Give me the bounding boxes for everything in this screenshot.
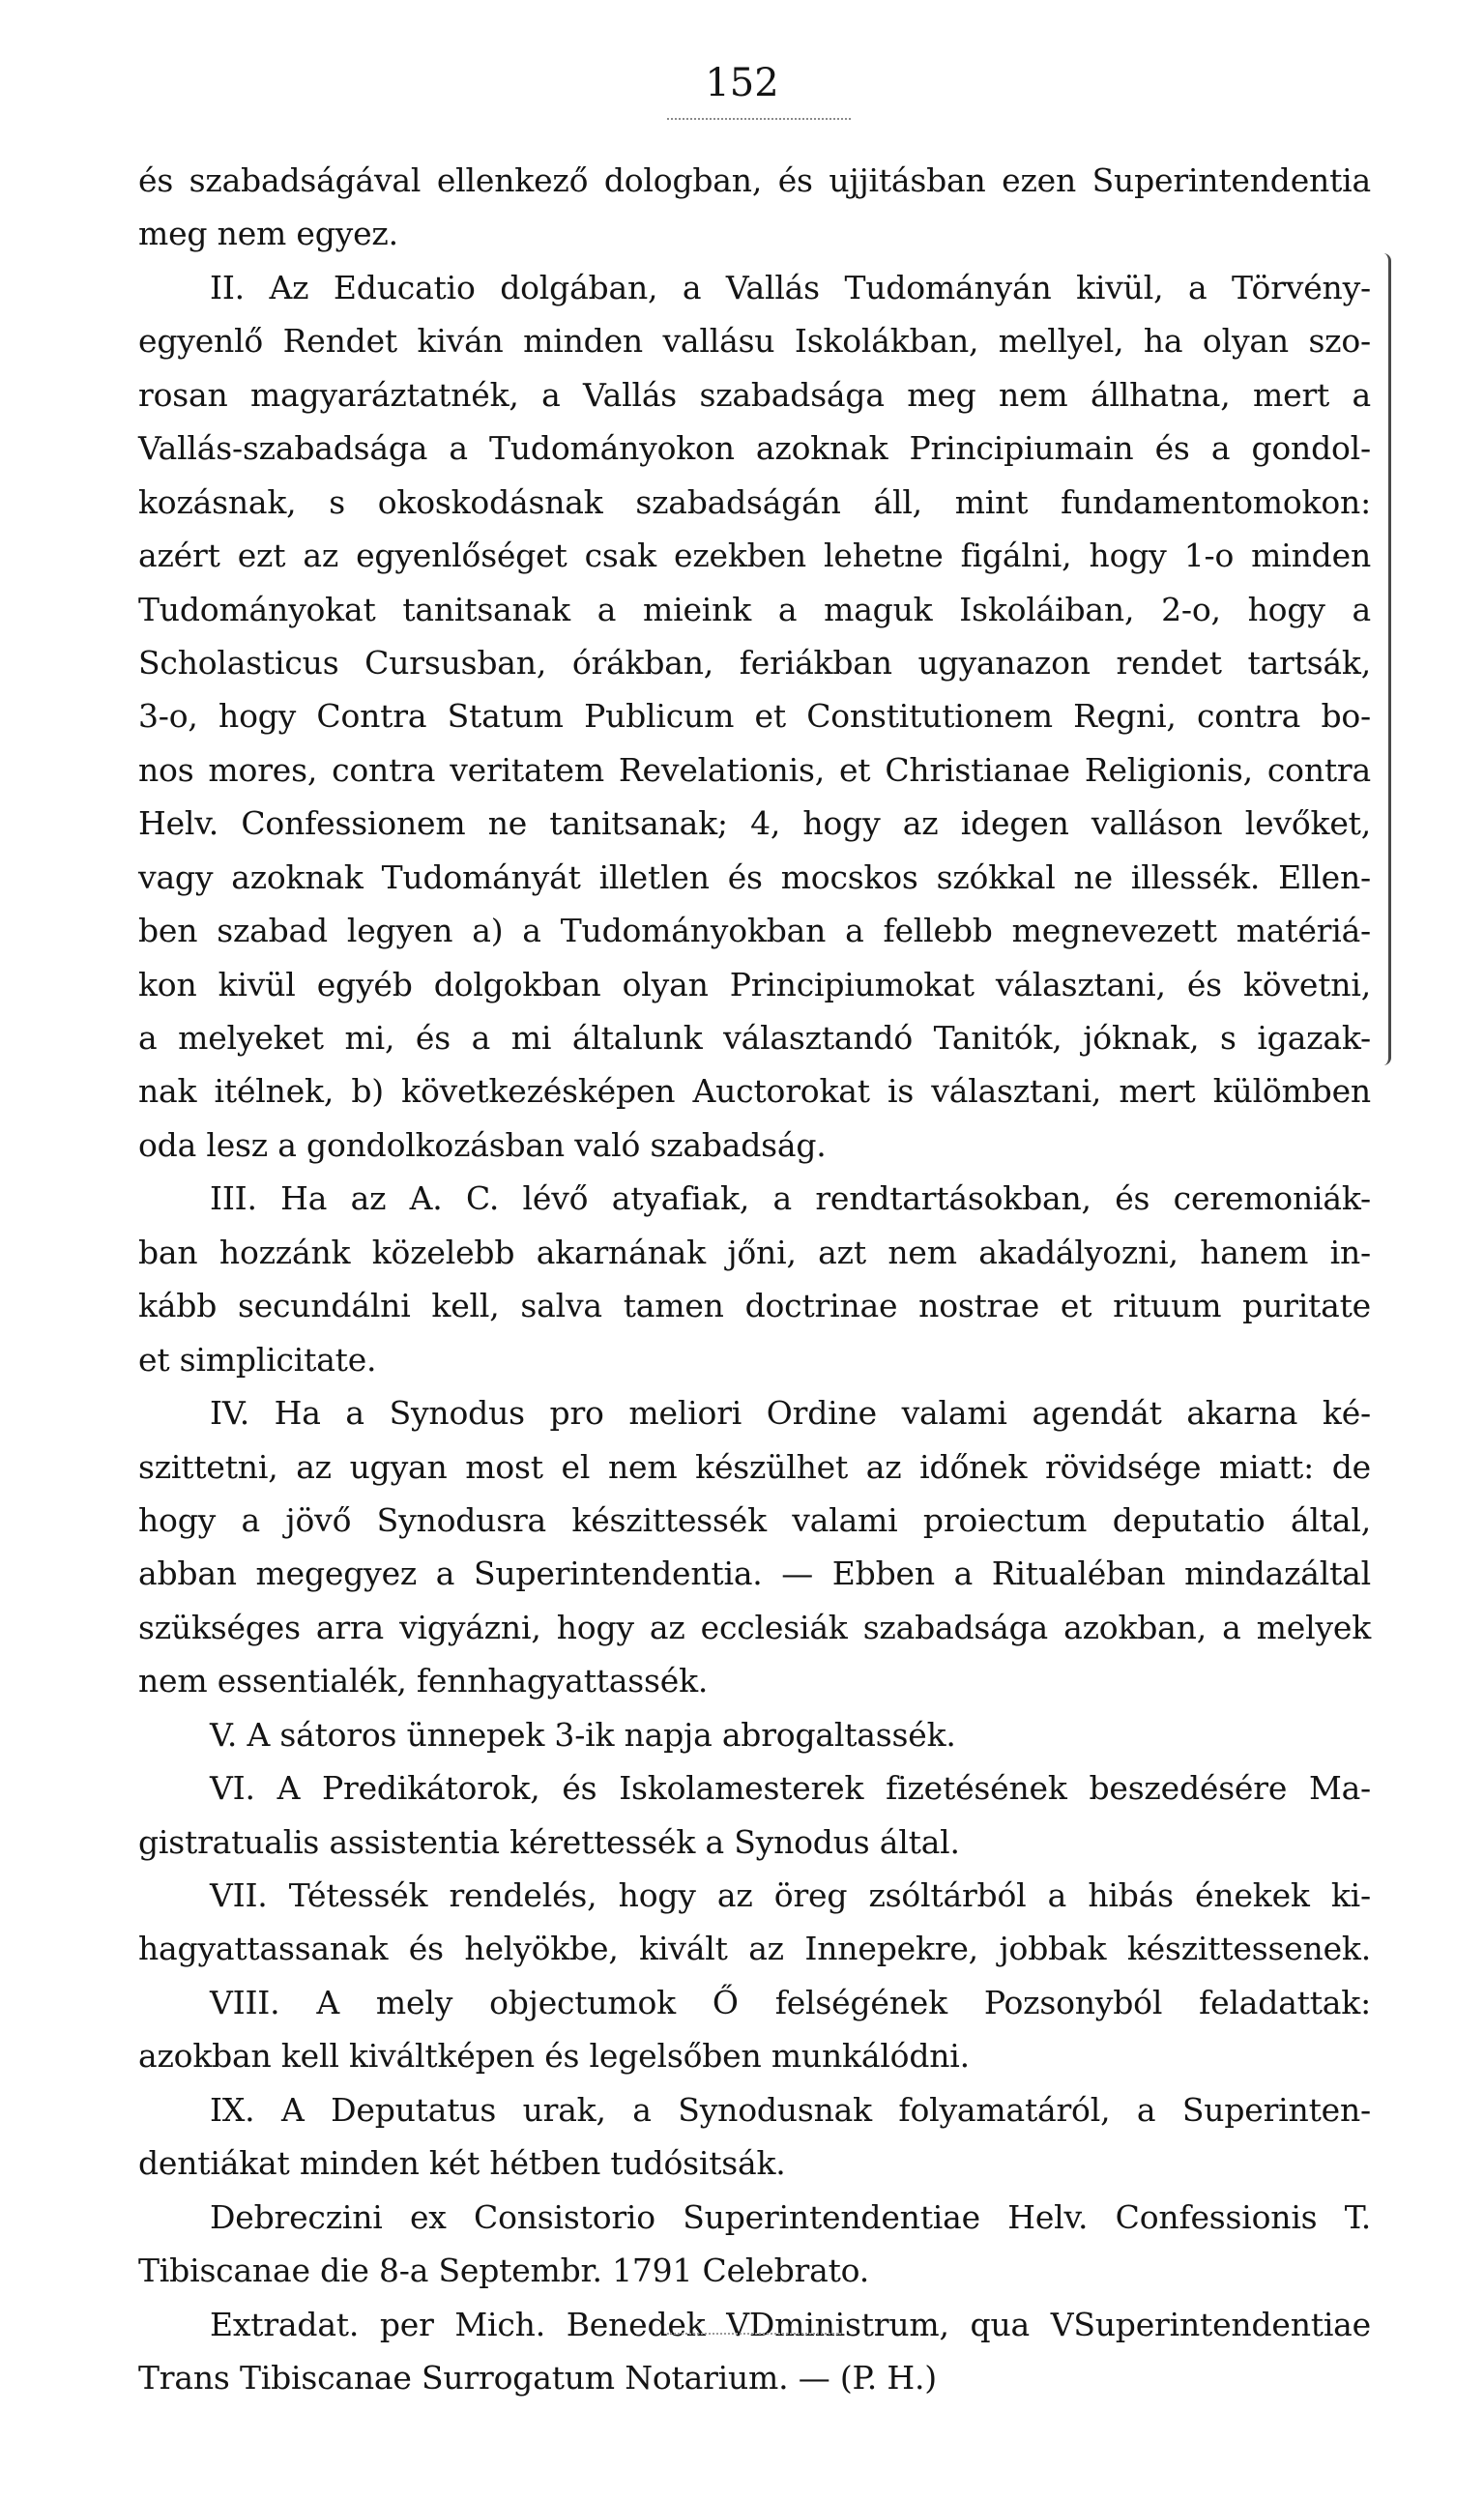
- header-rule: [667, 118, 851, 120]
- text-line: szittetni, az ugyan most el nem készülhet az időnek rövidsége miatt: de: [138, 1447, 1371, 1486]
- text-line: dentiákat minden két hétben tudósitsák.: [138, 2144, 786, 2183]
- text-line: III. Ha az A. C. lévő atyafiak, a rendtartásokban, és ceremoniák-: [210, 1179, 1371, 1218]
- text-line: VII. Tétessék rendelés, hogy az öreg zsóltárból a hibás énekek ki-: [210, 1876, 1371, 1914]
- text-line: kon kivül egyéb dolgokban olyan Principiumokat választani, és követni,: [138, 965, 1371, 1003]
- text-line: Vallás-szabadsága a Tudományokon azoknak Principiumain és a gondol-: [138, 429, 1371, 468]
- text-line: azért ezt az egyenlőséget csak ezekben lehetne figálni, hogy 1-o minden: [138, 537, 1371, 575]
- text-line: oda lesz a gondolkozásban való szabadság.: [138, 1125, 827, 1164]
- text-line: azokban kell kiváltképen és legelsőben munkálódni.: [138, 2037, 970, 2076]
- text-line: Extradat. per Mich. Benedek VDministrum, qua VSuperintendentiae: [210, 2305, 1371, 2343]
- text-line: 3-o, hogy Contra Statum Publicum et Constitutionem Regni, contra bo-: [138, 697, 1371, 736]
- text-line: ben szabad legyen a) a Tudományokban a fellebb megnevezett matériá-: [138, 912, 1371, 950]
- text-line: abban megegyez a Superintendentia. — Ebben a Ritualéban mindazáltal: [138, 1555, 1371, 1593]
- footer-rule: [667, 2333, 841, 2335]
- text-line: a melyeket mi, és a mi általunk választandó Tanitók, jóknak, s igazak-: [138, 1019, 1371, 1057]
- text-line: rosan magyaráztatnék, a Vallás szabadsága meg nem állhatna, mert a: [138, 375, 1371, 414]
- text-line: IV. Ha a Synodus pro meliori Ordine valami agendát akarna ké-: [210, 1394, 1371, 1433]
- text-line: VIII. A mely objectumok Ő felségének Pozsonyból feladattak:: [210, 1983, 1371, 2021]
- text-line: gistratualis assistentia kérettessék a Synodus által.: [138, 1822, 960, 1861]
- text-line: kozásnak, s okoskodásnak szabadságán áll, mint fundamentomokon:: [138, 482, 1371, 521]
- text-line: et simplicitate.: [138, 1340, 377, 1379]
- text-line: hagyattassanak és helyökbe, kivált az Innepekre, jobbak készittessenek.: [138, 1930, 1371, 1968]
- page-number: 152: [705, 61, 779, 105]
- text-line: vagy azoknak Tudományát illetlen és mocskos szókkal ne illessék. Ellen-: [138, 857, 1371, 896]
- text-line: és szabadságával ellenkező dologban, és ujjitásban ezen Superintendentia: [138, 161, 1371, 199]
- text-line: Tibiscanae die 8-a Septembr. 1791 Celebrato.: [138, 2252, 870, 2290]
- text-line: Trans Tibiscanae Surrogatum Notarium. — (P. H.): [138, 2358, 937, 2397]
- body-text: [138, 154, 1371, 2404]
- text-line: nos mores, contra veritatem Revelationis, et Christianae Religionis, contra: [138, 750, 1371, 789]
- text-line: Scholasticus Cursusban, órákban, feriákban ugyanazon rendet tartsák,: [138, 643, 1371, 682]
- text-line: egyenlő Rendet kiván minden vallásu Iskolákban, mellyel, ha olyan szo-: [138, 322, 1371, 361]
- text-line: Tudományokat tanitsanak a mieink a maguk Iskoláiban, 2-o, hogy a: [138, 590, 1371, 628]
- text-line: ban hozzánk közelebb akarnának jőni, azt nem akadályozni, hanem in-: [138, 1233, 1371, 1271]
- text-line: nem essentialék, fennhagyattassék.: [138, 1662, 709, 1700]
- text-line: IX. A Deputatus urak, a Synodusnak folyamatáról, a Superinten-: [210, 2090, 1371, 2129]
- text-line: V. A sátoros ünnepek 3-ik napja abrogaltassék.: [210, 1715, 956, 1754]
- text-line: hogy a jövő Synodusra készittessék valami proiectum deputatio által,: [138, 1500, 1371, 1539]
- text-line: meg nem egyez.: [138, 215, 398, 253]
- margin-mark: [1381, 253, 1391, 1065]
- text-line: II. Az Educatio dolgában, a Vallás Tudományán kivül, a Törvény-: [210, 268, 1371, 306]
- text-line: szükséges arra vigyázni, hogy az ecclesiák szabadsága azokban, a melyek: [138, 1608, 1371, 1646]
- text-line: Helv. Confessionem ne tanitsanak; 4, hogy az idegen valláson levőket,: [138, 804, 1371, 843]
- text-line: VI. A Predikátorok, és Iskolamesterek fizetésének beszedésére Ma-: [210, 1769, 1371, 1808]
- text-line: nak itélnek, b) következésképen Auctorokat is választani, mert külömben: [138, 1072, 1371, 1111]
- text-line: kább secundálni kell, salva tamen doctrinae nostrae et rituum puritate: [138, 1287, 1371, 1325]
- text-line: Debreczini ex Consistorio Superintendentiae Helv. Confessionis T.: [210, 2197, 1371, 2236]
